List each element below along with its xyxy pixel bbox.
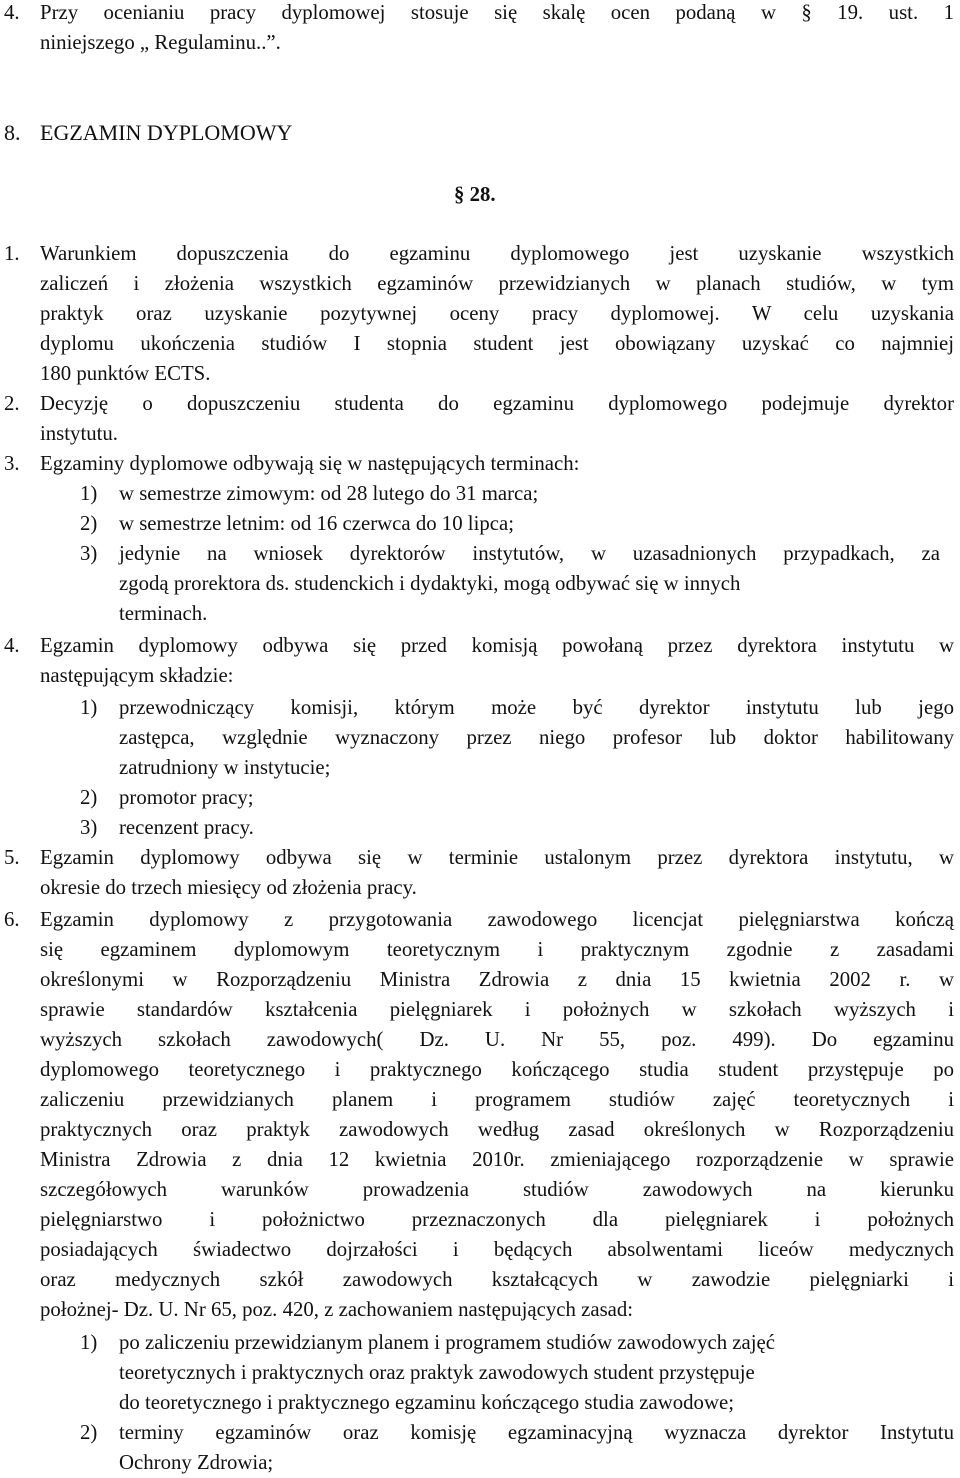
- section-mark: § 28.: [454, 183, 496, 206]
- paragraph-line: praktyk oraz uzyskanie pozytywnej oceny pracy dyplomowej. W celu uzyskania: [40, 302, 954, 325]
- paragraph-line: instytutu.: [40, 422, 118, 445]
- chapter-title: EGZAMIN DYPLOMOWY: [40, 120, 293, 145]
- subitem-line: Ochrony Zdrowia;: [119, 1451, 274, 1474]
- item-number: 1.: [4, 242, 20, 265]
- subitem-line: przewodniczący komisji, którym może być dyrektor instytutu lub jego: [119, 696, 954, 719]
- paragraph-line: okresie do trzech miesięcy od złożenia pracy.: [40, 876, 417, 899]
- subitem-line: po zaliczeniu przewidzianym planem i programem studiów zawodowych zajęć: [119, 1331, 776, 1354]
- subitem-line: jedynie na wniosek dyrektorów instytutów, w uzasadnionych przypadkach, za: [119, 542, 940, 565]
- paragraph-line: Warunkiem dopuszczenia do egzaminu dyplomowego jest uzyskanie wszystkich: [40, 242, 954, 265]
- paragraph-line: pielęgniarstwo i położnictwo przeznaczonych dla pielęgniarek i położnych: [40, 1208, 954, 1231]
- paragraph-line: Egzaminy dyplomowe odbywają się w następujących terminach:: [40, 452, 580, 475]
- item-number: 4.: [4, 1, 20, 24]
- paragraph-line: sprawie standardów kształcenia pielęgniarek i położnych w szkołach wyższych i: [40, 998, 954, 1021]
- subitem-number: 1): [80, 696, 98, 719]
- paragraph-line: dyplomu ukończenia studiów I stopnia student jest obowiązany uzyskać co najmniej: [40, 332, 954, 355]
- paragraph-line: się egzaminem dyplomowym teoretycznym i praktycznym zgodnie z zasadami: [40, 938, 954, 961]
- subitem-line: do teoretycznego i praktycznego egzaminu kończącego studia zawodowe;: [119, 1391, 734, 1414]
- chapter-number: 8.: [4, 120, 21, 145]
- paragraph-line: Przy ocenianiu pracy dyplomowej stosuje się skalę ocen podaną w § 19. ust. 1: [40, 1, 954, 24]
- paragraph-line: położnej- Dz. U. Nr 65, poz. 420, z zachowaniem następujących zasad:: [40, 1298, 634, 1321]
- paragraph-line: dyplomowego teoretycznego i praktycznego kończącego studia student przystępuje po: [40, 1058, 954, 1081]
- paragraph-line: zaliczeniu przewidzianych planem i programem studiów zajęć teoretycznych i: [40, 1088, 954, 1111]
- paragraph-line: 180 punktów ECTS.: [40, 362, 211, 385]
- subitem-number: 2): [80, 512, 98, 535]
- subitem-number: 2): [80, 1421, 98, 1444]
- paragraph-line: niniejszego „ Regulaminu..”.: [40, 31, 281, 54]
- subitem-line: teoretycznych i praktycznych oraz praktyk zawodowych student przystępuje: [119, 1361, 755, 1384]
- paragraph-line: Ministra Zdrowia z dnia 12 kwietnia 2010r. zmieniającego rozporządzenie w sprawie: [40, 1148, 954, 1171]
- subitem-number: 1): [80, 482, 98, 505]
- subitem-line: zatrudniony w instytucie;: [119, 756, 331, 779]
- paragraph-line: Decyzję o dopuszczeniu studenta do egzaminu dyplomowego podejmuje dyrektor: [40, 392, 954, 415]
- subitem-line: zgodą prorektora ds. studenckich i dydaktyki, mogą odbywać się w innych: [119, 572, 741, 595]
- paragraph-line: następującym składzie:: [40, 664, 234, 687]
- item-number: 2.: [4, 392, 20, 415]
- paragraph-line: posiadających świadectwo dojrzałości i będących absolwentami liceów medycznych: [40, 1238, 954, 1261]
- subitem-line: terminy egzaminów oraz komisję egzaminacyjną wyznacza dyrektor Instytutu: [119, 1421, 954, 1444]
- paragraph-line: praktycznych oraz praktyk zawodowych według zasad określonych w Rozporządzeniu: [40, 1118, 954, 1141]
- subitem-line: zastępca, względnie wyznaczony przez niego profesor lub doktor habilitowany: [119, 726, 954, 749]
- subitem-line: w semestrze zimowym: od 28 lutego do 31 marca;: [119, 482, 539, 505]
- subitem-number: 2): [80, 786, 98, 809]
- paragraph-line: wyższych szkołach zawodowych( Dz. U. Nr 55, poz. 499). Do egzaminu: [40, 1028, 954, 1051]
- subitem-number: 3): [80, 816, 98, 839]
- paragraph-line: zaliczeń i złożenia wszystkich egzaminów przewidzianych w planach studiów, w tym: [40, 272, 954, 295]
- paragraph-line: określonymi w Rozporządzeniu Ministra Zdrowia z dnia 15 kwietnia 2002 r. w: [40, 968, 954, 991]
- subitem-line: recenzent pracy.: [119, 816, 254, 839]
- subitem-number: 3): [80, 542, 98, 565]
- paragraph-line: Egzamin dyplomowy odbywa się przed komisją powołaną przez dyrektora instytutu w: [40, 634, 954, 657]
- subitem-line: promotor pracy;: [119, 786, 254, 809]
- subitem-line: terminach.: [119, 602, 208, 625]
- subitem-number: 1): [80, 1331, 98, 1354]
- paragraph-line: szczegółowych warunków prowadzenia studiów zawodowych na kierunku: [40, 1178, 954, 1201]
- item-number: 4.: [4, 634, 20, 657]
- paragraph-line: oraz medycznych szkół zawodowych kształcących w zawodzie pielęgniarki i: [40, 1268, 954, 1291]
- subitem-line: w semestrze letnim: od 16 czerwca do 10 lipca;: [119, 512, 514, 535]
- item-number: 5.: [4, 846, 20, 869]
- item-number: 6.: [4, 908, 20, 931]
- paragraph-line: Egzamin dyplomowy odbywa się w terminie ustalonym przez dyrektora instytutu, w: [40, 846, 954, 869]
- paragraph-line: Egzamin dyplomowy z przygotowania zawodowego licencjat pielęgniarstwa kończą: [40, 908, 954, 931]
- item-number: 3.: [4, 452, 20, 475]
